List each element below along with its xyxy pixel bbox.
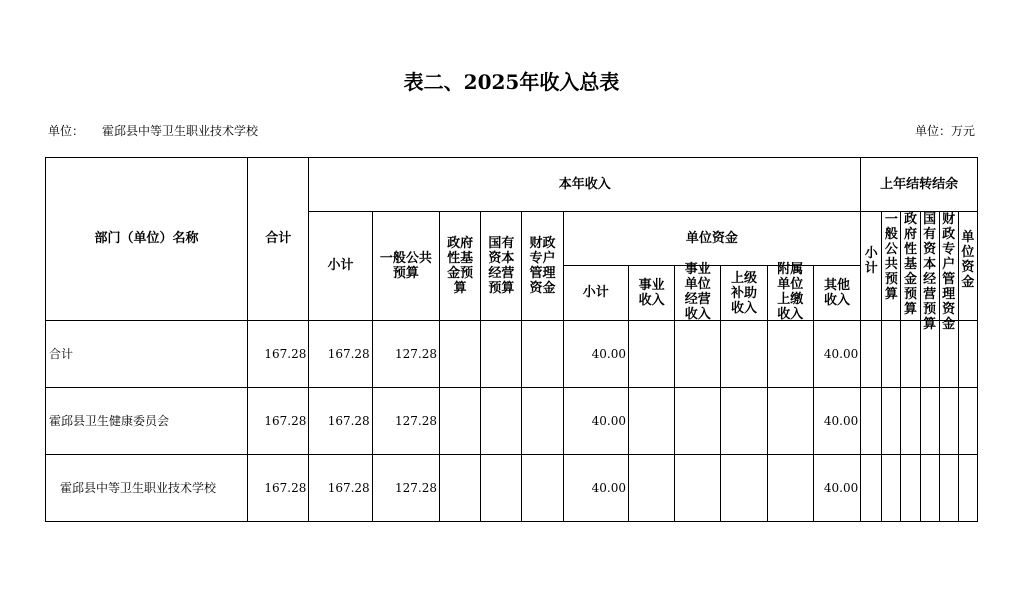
organization-name: 霍邱县中等卫生职业技术学校 xyxy=(102,124,259,138)
header-fiscal-special: 财政专户管理资金 xyxy=(522,212,563,321)
cell-superior-subsidy xyxy=(721,388,767,455)
cell-prev-general xyxy=(882,388,901,455)
cell-superior-subsidy xyxy=(721,321,767,388)
header-current-year: 本年收入 xyxy=(309,158,861,212)
cell-total: 167.28 xyxy=(248,455,309,522)
cell-subtotal: 167.28 xyxy=(309,321,372,388)
cell-subtotal: 167.28 xyxy=(309,388,372,455)
cell-prev-general xyxy=(882,455,901,522)
cell-state-capital xyxy=(481,388,522,455)
header-gov-fund: 政府性基金预算 xyxy=(440,212,481,321)
table-row xyxy=(46,388,978,455)
cell-prev-gov-fund xyxy=(901,321,920,388)
cell-prev-state-capital xyxy=(920,388,939,455)
header-prev-subtotal: 小计 xyxy=(861,212,882,321)
cell-general-budget: 127.28 xyxy=(372,388,439,455)
header-prev-gov-fund: 政府性基金预算 xyxy=(901,212,920,321)
header-state-capital: 国有资本经营预算 xyxy=(481,212,522,321)
header-unit-operating: 事业单位经营收入 xyxy=(675,266,721,321)
cell-prev-fiscal-special xyxy=(939,455,958,522)
header-prev-fiscal-special: 财政专户管理资金 xyxy=(939,212,958,321)
cell-state-capital xyxy=(481,455,522,522)
unit-info xyxy=(48,122,258,139)
header-total: 合计 xyxy=(248,158,309,321)
cell-other-income: 40.00 xyxy=(813,388,860,455)
cell-prev-unit-funds xyxy=(958,388,977,455)
header-prev-unit-funds: 单位资金 xyxy=(958,212,977,321)
cell-gov-fund xyxy=(440,455,481,522)
cell-subtotal: 167.28 xyxy=(309,455,372,522)
header-prev-carryover: 上年结转结余 xyxy=(861,158,978,212)
header-dept-name: 部门（单位）名称 xyxy=(46,158,248,321)
header-affiliated-remit: 附属单位上缴收入 xyxy=(767,266,813,321)
cell-superior-subsidy xyxy=(721,455,767,522)
currency-unit: 单位：万元 xyxy=(914,124,975,138)
unit-label: 单位： xyxy=(48,124,85,138)
row-name: 霍邱县卫生健康委员会 xyxy=(46,388,248,455)
cell-fiscal-special xyxy=(522,455,563,522)
cell-unit-operating xyxy=(675,455,721,522)
cell-state-capital xyxy=(481,321,522,388)
cell-affiliated-remit xyxy=(767,455,813,522)
cell-prev-unit-funds xyxy=(958,455,977,522)
cell-career-income xyxy=(628,388,674,455)
table-row xyxy=(46,321,978,388)
header-uf-subtotal: 小计 xyxy=(563,266,628,321)
cell-fiscal-special xyxy=(522,388,563,455)
header-prev-general: 一般公共预算 xyxy=(882,212,901,321)
cell-gov-fund xyxy=(440,388,481,455)
cell-prev-general xyxy=(882,321,901,388)
header-subtotal: 小计 xyxy=(309,212,372,321)
cell-uf-subtotal: 40.00 xyxy=(563,388,628,455)
cell-total: 167.28 xyxy=(248,321,309,388)
cell-prev-gov-fund xyxy=(901,388,920,455)
cell-affiliated-remit xyxy=(767,321,813,388)
cell-general-budget: 127.28 xyxy=(372,321,439,388)
cell-career-income xyxy=(628,321,674,388)
header-other-income: 其他收入 xyxy=(813,266,860,321)
cell-unit-operating xyxy=(675,321,721,388)
cell-career-income xyxy=(628,455,674,522)
cell-fiscal-special xyxy=(522,321,563,388)
cell-uf-subtotal: 40.00 xyxy=(563,321,628,388)
cell-other-income: 40.00 xyxy=(813,321,860,388)
cell-affiliated-remit xyxy=(767,388,813,455)
cell-prev-gov-fund xyxy=(901,455,920,522)
cell-unit-operating xyxy=(675,388,721,455)
cell-prev-subtotal xyxy=(861,321,882,388)
cell-prev-fiscal-special xyxy=(939,388,958,455)
cell-gov-fund xyxy=(440,321,481,388)
header-prev-state-capital: 国有资本经营预算 xyxy=(920,212,939,321)
header-superior-subsidy: 上级补助收入 xyxy=(721,266,767,321)
cell-prev-unit-funds xyxy=(958,321,977,388)
header-general-budget: 一般公共预算 xyxy=(372,212,439,321)
table-row xyxy=(46,455,978,522)
cell-prev-subtotal xyxy=(861,388,882,455)
header-career-income: 事业收入 xyxy=(628,266,674,321)
cell-general-budget: 127.28 xyxy=(372,455,439,522)
cell-total: 167.28 xyxy=(248,388,309,455)
revenue-table xyxy=(45,157,978,522)
header-unit-funds: 单位资金 xyxy=(563,212,861,266)
cell-prev-subtotal xyxy=(861,455,882,522)
cell-uf-subtotal: 40.00 xyxy=(563,455,628,522)
row-name: 合计 xyxy=(46,321,248,388)
cell-prev-state-capital xyxy=(920,455,939,522)
row-name: 霍邱县中等卫生职业技术学校 xyxy=(46,455,248,522)
page-title: 表二、2025年收入总表 xyxy=(403,70,620,94)
cell-other-income: 40.00 xyxy=(813,455,860,522)
